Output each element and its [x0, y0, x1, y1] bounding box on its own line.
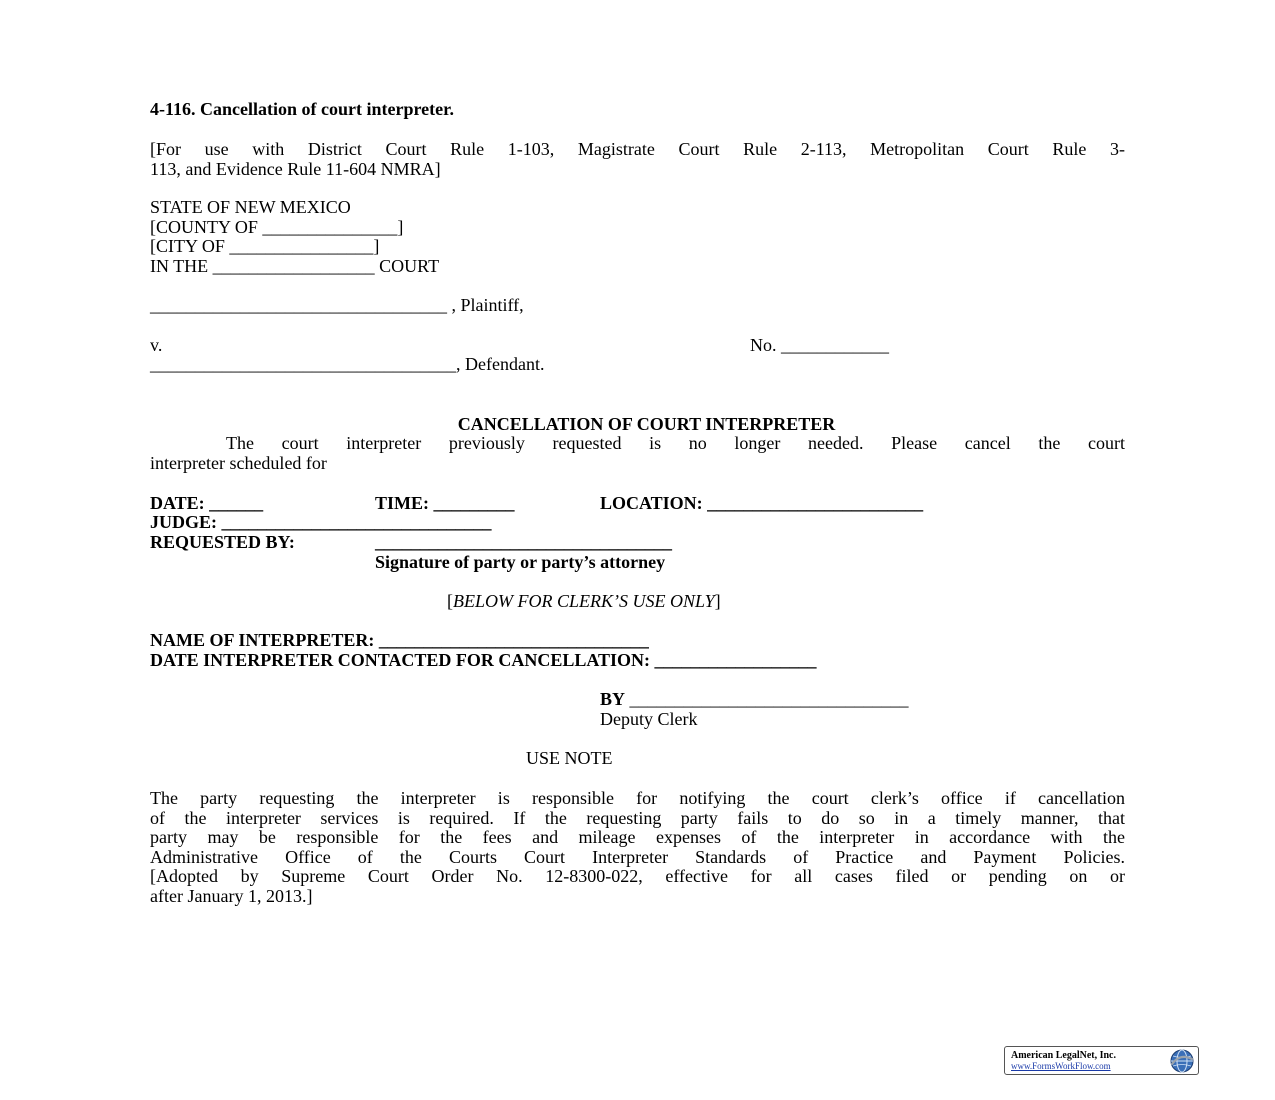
versus-label: v. [150, 335, 163, 355]
use-note-line: of the interpreter services is required. If the requesting party fails to do so in a timely manner, that [150, 807, 1125, 828]
deputy-clerk-label: Deputy Clerk [600, 709, 698, 729]
usage-note-line-1: [For use with District Court Rule 1-103, Magistrate Court Rule 2-113, Metropolitan Court Rule 3- [150, 139, 1125, 159]
signature-caption: Signature of party or party’s attorney [375, 552, 666, 572]
location-field[interactable]: LOCATION: ________________________ [600, 493, 924, 513]
footer-url[interactable]: www.FormsWorkFlow.com [1011, 1061, 1111, 1071]
date-field[interactable]: DATE: ______ [150, 493, 264, 513]
plaintiff-line[interactable]: _________________________________ , Plaintiff, [150, 295, 524, 315]
use-note-paragraph [150, 789, 1125, 907]
clerk-header-close: ] [714, 591, 721, 611]
by-label: BY [600, 689, 626, 709]
city-line[interactable]: [CITY OF ________________] [150, 236, 380, 256]
use-note-line: Administrative Office of the Courts Court Interpreter Standards of Practice and Payment Policies. [150, 846, 1125, 867]
rule-heading: 4-116. Cancellation of court interpreter. [150, 99, 454, 119]
use-note-line: party may be responsible for the fees and mileage expenses of the interpreter in accordance with the [150, 827, 1125, 848]
state-line: STATE OF NEW MEXICO [150, 197, 351, 217]
clerk-header-open: [ [447, 591, 453, 611]
clerk-section-header [447, 592, 721, 612]
defendant-line[interactable]: __________________________________, Defendant. [150, 354, 545, 374]
body-paragraph [150, 434, 1125, 473]
time-field[interactable]: TIME: _________ [375, 493, 515, 513]
body-line-2: interpreter scheduled for [150, 452, 327, 473]
usage-note [150, 140, 1125, 179]
county-line[interactable]: [COUNTY OF _______________] [150, 217, 404, 237]
case-number-field[interactable]: No. ____________ [750, 335, 889, 355]
clerk-header-text: BELOW FOR CLERK’S USE ONLY [453, 591, 715, 611]
court-line[interactable]: IN THE __________________ COURT [150, 256, 440, 276]
body-line-1: The court interpreter previously requested is no longer needed. Please cancel the court [226, 433, 1125, 453]
globe-icon [1170, 1049, 1194, 1073]
date-contacted-field[interactable]: DATE INTERPRETER CONTACTED FOR CANCELLATION: __________________ [150, 650, 817, 670]
interpreter-name-field[interactable]: NAME OF INTERPRETER: ______________________________ [150, 630, 649, 650]
use-note-line: [Adopted by Supreme Court Order No. 12-8300-022, effective for all cases filed or pending on or [150, 866, 1125, 887]
requested-by-label: REQUESTED BY: [150, 532, 295, 552]
by-signature-line[interactable] [600, 690, 909, 710]
use-note-title: USE NOTE [526, 748, 613, 768]
footer-logo[interactable] [1004, 1046, 1199, 1075]
use-note-line: after January 1, 2013.] [150, 885, 313, 906]
requested-by-signature-line[interactable]: _________________________________ [375, 532, 672, 552]
by-line[interactable]: _______________________________ [625, 689, 909, 709]
use-note-line: The party requesting the interpreter is responsible for notifying the court clerk’s office if cancellation [150, 788, 1125, 808]
footer-company: American LegalNet, Inc. [1011, 1050, 1116, 1061]
usage-note-line-2: 113, and Evidence Rule 11-604 NMRA] [150, 158, 441, 179]
form-title-text: CANCELLATION OF COURT INTERPRETER [457, 413, 836, 434]
judge-field[interactable]: JUDGE: ______________________________ [150, 512, 492, 532]
